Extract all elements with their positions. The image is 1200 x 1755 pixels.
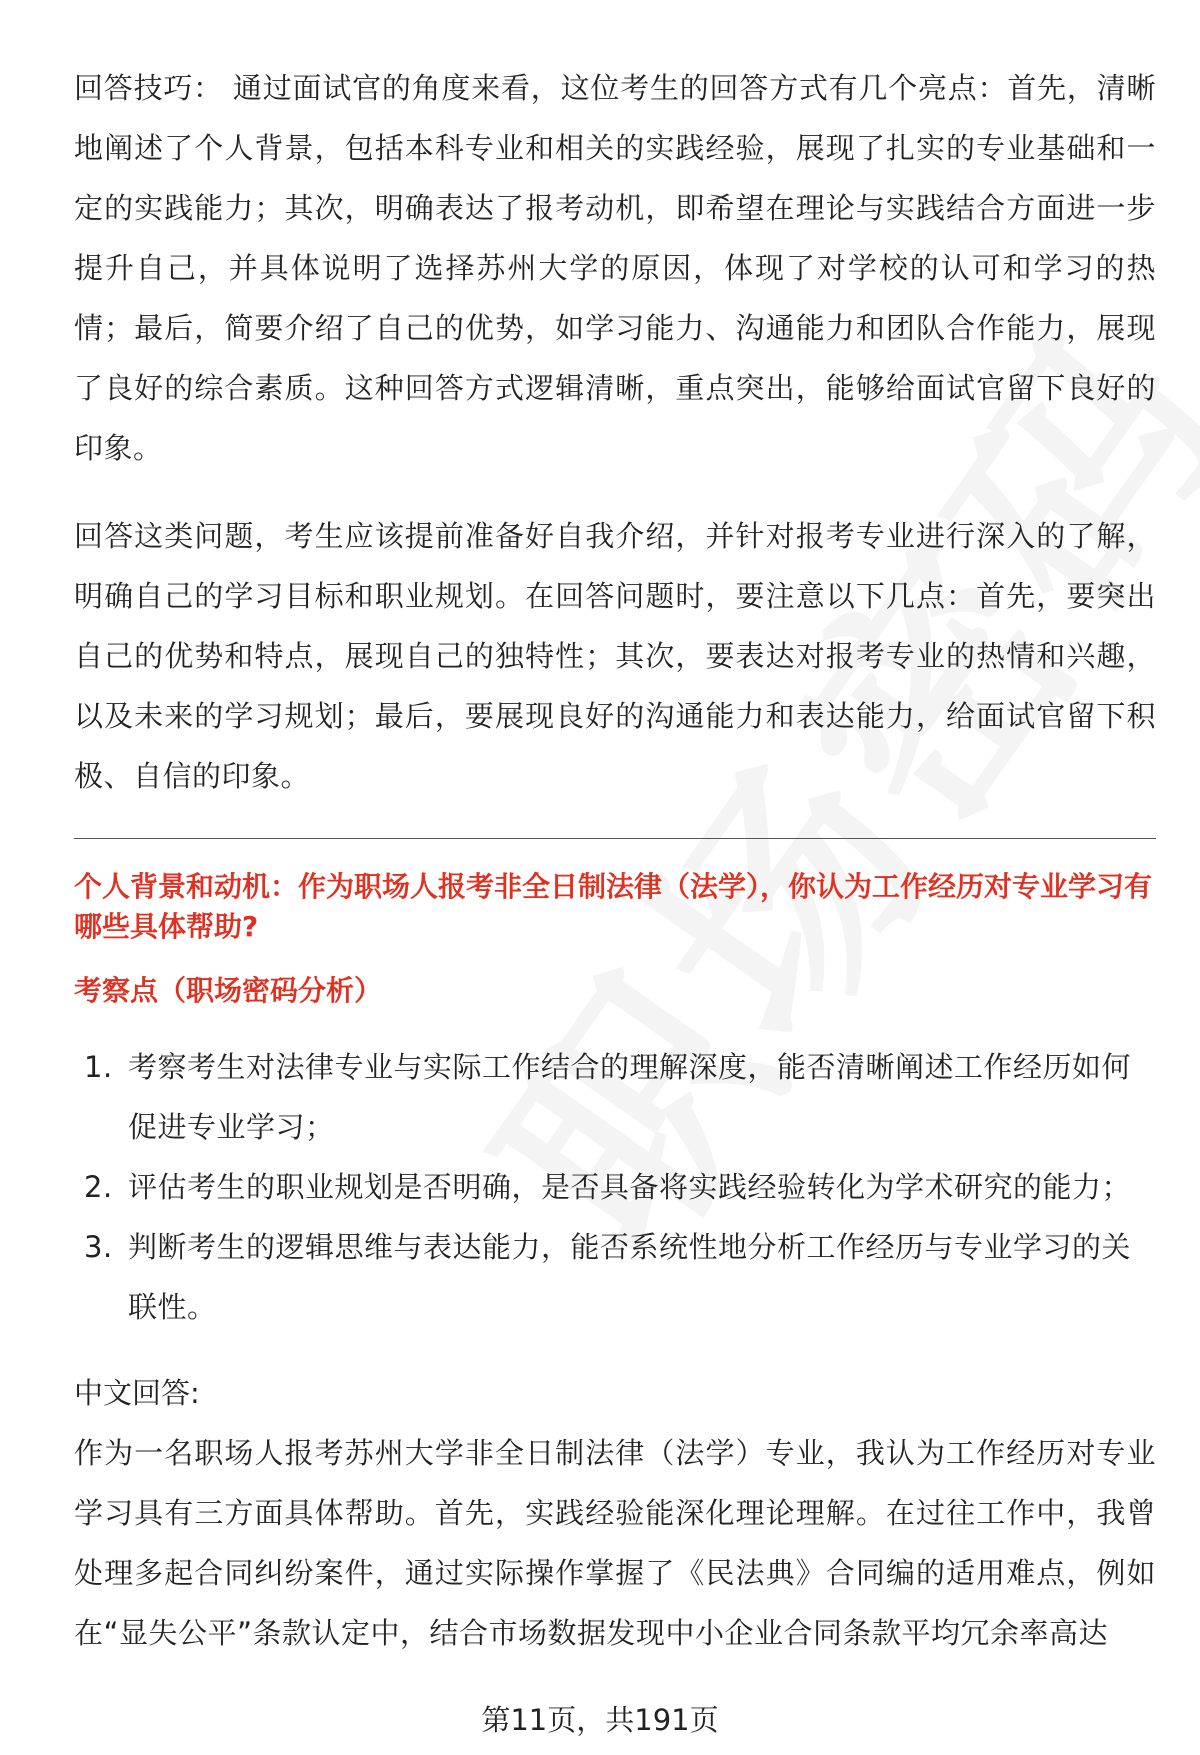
assessment-points-list: [74, 1037, 1156, 1337]
answer-text: 作为一名职场人报考苏州大学非全日制法律（法学）专业，我认为工作经历对专业学习具有三方面具体帮助。首先，实践经验能深化理论理解。在过往工作中，我曾处理多起合同纠纷案件，通过实际操作掌握了《民法典》合同编的适用难点，例如在“显失公平”条款认定中，结合市场数据发现中小企业合同条款平均冗余率高达: [74, 1436, 1156, 1650]
document-page: [74, 58, 1156, 1663]
list-item: [74, 1217, 1156, 1337]
list-item-text: 评估考生的职业规划是否明确，是否具备将实践经验转化为学术研究的能力；: [128, 1170, 1132, 1204]
assessment-heading: 考察点（职场密码分析）: [74, 974, 383, 1007]
page-indicator: 第11页，共191页: [481, 1703, 719, 1737]
list-item: [74, 1157, 1156, 1217]
advice-paragraph: 回答这类问题，考生应该提前准备好自我介绍，并针对报考专业进行深入的了解，明确自己的学习目标和职业规划。在回答问题时，要注意以下几点：首先，要突出自己的优势和特点，展现自己的独特性；其次，要表达对报考专业的热情和兴趣，以及未来的学习规划；最后，要展现良好的沟通能力和表达能力，给面试官留下积极、自信的印象。: [74, 519, 1156, 793]
question-title: 个人背景和动机：作为职场人报考非全日制法律（法学），你认为工作经历对专业学习有哪些具体帮助?: [74, 870, 1153, 943]
list-item-number: 2.: [84, 1170, 113, 1204]
list-item-text: 判断考生的逻辑思维与表达能力，能否系统性地分析工作经历与专业学习的关联性。: [128, 1230, 1132, 1324]
answer-tip-paragraph: 回答技巧： 通过面试官的角度来看，这位考生的回答方式有几个亮点：首先，清晰地阐述了个人背景，包括本科专业和相关的实践经验，展现了扎实的专业基础和一定的实践能力；其次，明确表达了报考动机，即希望在理论与实践结合方面进一步提升自己，并具体说明了选择苏州大学的原因，体现了对学校的认可和学习的热情；最后，简要介绍了自己的优势，如学习能力、沟通能力和团队合作能力，展现了良好的综合素质。这种回答方式逻辑清晰，重点突出，能够给面试官留下良好的印象。: [74, 71, 1156, 465]
list-item: [74, 1037, 1156, 1157]
list-item-number: 1.: [84, 1050, 113, 1084]
list-item-text: 考察考生对法律专业与实际工作结合的理解深度，能否清晰阐述工作经历如何促进专业学习；: [128, 1050, 1132, 1144]
list-item-number: 3.: [84, 1230, 113, 1264]
section-divider: [74, 838, 1156, 839]
answer-label: 中文回答:: [74, 1376, 200, 1410]
